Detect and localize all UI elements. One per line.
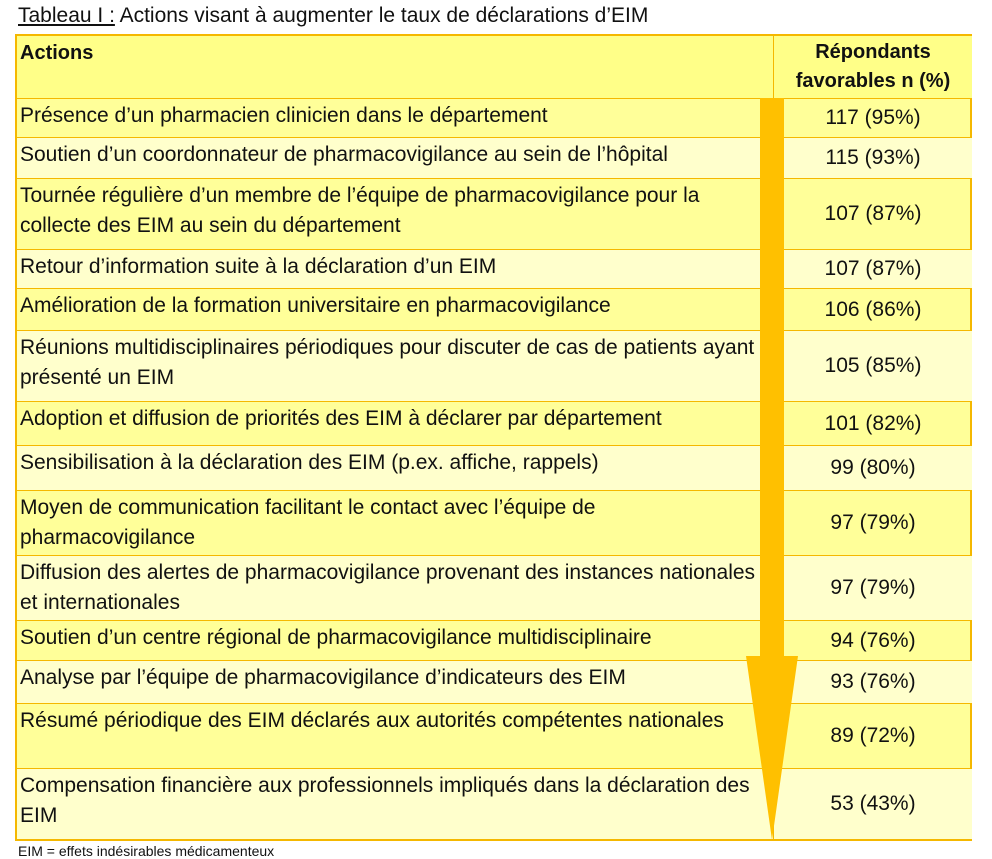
row-action: Analyse par l’équipe de pharmacovigilance d’indicateurs des EIM	[17, 661, 774, 703]
row-value: 97 (79%)	[830, 576, 916, 599]
row-action: Diffusion des alertes de pharmacovigilance provenant des instances nationales et internationales	[17, 556, 774, 620]
row-action: Soutien d’un coordonnateur de pharmacovigilance au sein de l’hôpital	[17, 138, 774, 178]
table-row	[17, 491, 972, 556]
header-respondents-line1: Répondants	[815, 41, 931, 63]
table-row	[17, 769, 972, 839]
row-value: 53 (43%)	[830, 792, 916, 815]
row-value: 107 (87%)	[824, 202, 922, 225]
table-row	[17, 179, 972, 250]
table-row	[17, 99, 972, 138]
row-value: 105 (85%)	[824, 354, 922, 377]
table-row	[17, 661, 972, 704]
table-caption	[18, 3, 648, 29]
row-action: Tournée régulière d’un membre de l’équipe de pharmacovigilance pour la collecte des EIM au sein du département	[17, 179, 774, 249]
table-row	[17, 331, 972, 402]
table-title: Actions visant à augmenter le taux de déclarations d’EIM	[114, 4, 649, 27]
table-header-row	[17, 36, 972, 99]
footnote: EIM = effets indésirables médicamenteux	[18, 843, 275, 859]
arrow-shape	[746, 98, 798, 840]
row-action: Amélioration de la formation universitaire en pharmacovigilance	[17, 289, 774, 330]
row-value: 97 (79%)	[830, 511, 916, 534]
table-row	[17, 138, 972, 179]
row-value: 106 (86%)	[824, 297, 922, 321]
row-action: Résumé périodique des EIM déclarés aux autorités compétentes nationales	[17, 704, 774, 768]
row-action: Sensibilisation à la déclaration des EIM (p.ex. affiche, rappels)	[17, 446, 774, 490]
table-row	[17, 289, 972, 331]
table-row	[17, 446, 972, 491]
row-action: Compensation financière aux professionnels impliqués dans la déclaration des EIM	[17, 769, 774, 839]
row-action: Soutien d’un centre régional de pharmacovigilance multidisciplinaire	[17, 621, 774, 660]
row-action: Retour d’information suite à la déclaration d’un EIM	[17, 250, 774, 288]
table-row	[17, 250, 972, 289]
actions-table	[15, 34, 972, 841]
down-arrow-icon	[744, 96, 804, 842]
row-value: 89 (72%)	[830, 724, 916, 747]
row-value: 115 (93%)	[825, 146, 921, 169]
header-actions: Actions	[17, 36, 774, 98]
table-row	[17, 704, 972, 769]
row-value: 117 (95%)	[825, 106, 921, 129]
row-action: Adoption et diffusion de priorités des EIM à déclarer par département	[17, 402, 774, 445]
table-row	[17, 402, 972, 446]
header-respondents	[774, 36, 972, 98]
table-label: Tableau I :	[18, 4, 115, 27]
row-value: 99 (80%)	[830, 456, 916, 479]
row-value: 93 (76%)	[830, 670, 916, 693]
table-row	[17, 621, 972, 661]
row-action: Moyen de communication facilitant le contact avec l’équipe de pharmacovigilance	[17, 491, 774, 555]
row-action: Réunions multidisciplinaires périodiques pour discuter de cas de patients ayant présenté un EIM	[17, 331, 774, 401]
table-row	[17, 556, 972, 621]
row-value: 107 (87%)	[824, 257, 922, 280]
row-action: Présence d’un pharmacien clinicien dans le département	[17, 99, 774, 137]
row-value: 94 (76%)	[830, 628, 916, 652]
row-value: 101 (82%)	[824, 411, 922, 435]
header-respondents-line2: favorables n (%)	[795, 70, 951, 92]
